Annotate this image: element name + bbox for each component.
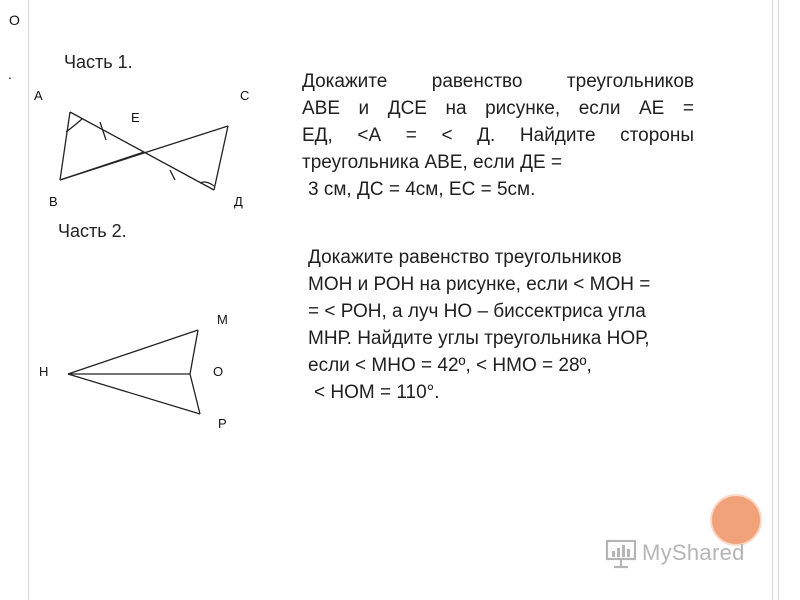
label-a: А xyxy=(34,88,43,103)
part2-problem-line: МОН и РОН на рисунке, если < МОН = xyxy=(308,274,651,295)
label-m: М xyxy=(217,312,228,327)
part2-title: Часть 2. xyxy=(58,221,127,241)
logo-text: MyShared xyxy=(642,540,745,565)
label-c: С xyxy=(240,88,250,103)
corner-dot: . xyxy=(8,66,12,82)
label-h: Н xyxy=(39,364,49,379)
part2-problem-line: если < МНО = 42º, < НМО = 28º, xyxy=(308,355,592,376)
part2-problem-line: = < РОН, а луч НО – биссектриса угла xyxy=(308,301,646,322)
part2-problem-last-line: < НОМ = 110°. xyxy=(314,382,440,403)
part1-problem-line: АВЕ и ДСЕ на рисунке, если АЕ = xyxy=(302,98,694,119)
presentation-board-icon xyxy=(604,537,638,569)
part1-problem-last-line: 3 см, ДС = 4см, ЕС = 5см. xyxy=(308,179,536,200)
part2-problem-line: Докажите равенство треугольников xyxy=(308,247,622,268)
label-e: Е xyxy=(131,110,140,125)
part2-problem-line: МНР. Найдите углы треугольника НОР, xyxy=(308,328,650,349)
label-d: Д xyxy=(234,194,243,209)
label-o: О xyxy=(213,364,224,379)
corner-letter: О xyxy=(9,12,20,28)
myshared-logo xyxy=(604,536,745,570)
label-b: В xyxy=(49,194,58,209)
part2-problem xyxy=(308,244,720,406)
part1-problem-line: Докажите равенство треугольников xyxy=(302,71,694,92)
part1-problem-line: треугольника АВЕ, если ДЕ = xyxy=(302,152,562,173)
part1-problem-line: ЕД, <А = < Д. Найдите стороны xyxy=(302,125,694,146)
part1-title: Часть 1. xyxy=(64,52,133,72)
label-p: Р xyxy=(218,416,227,431)
